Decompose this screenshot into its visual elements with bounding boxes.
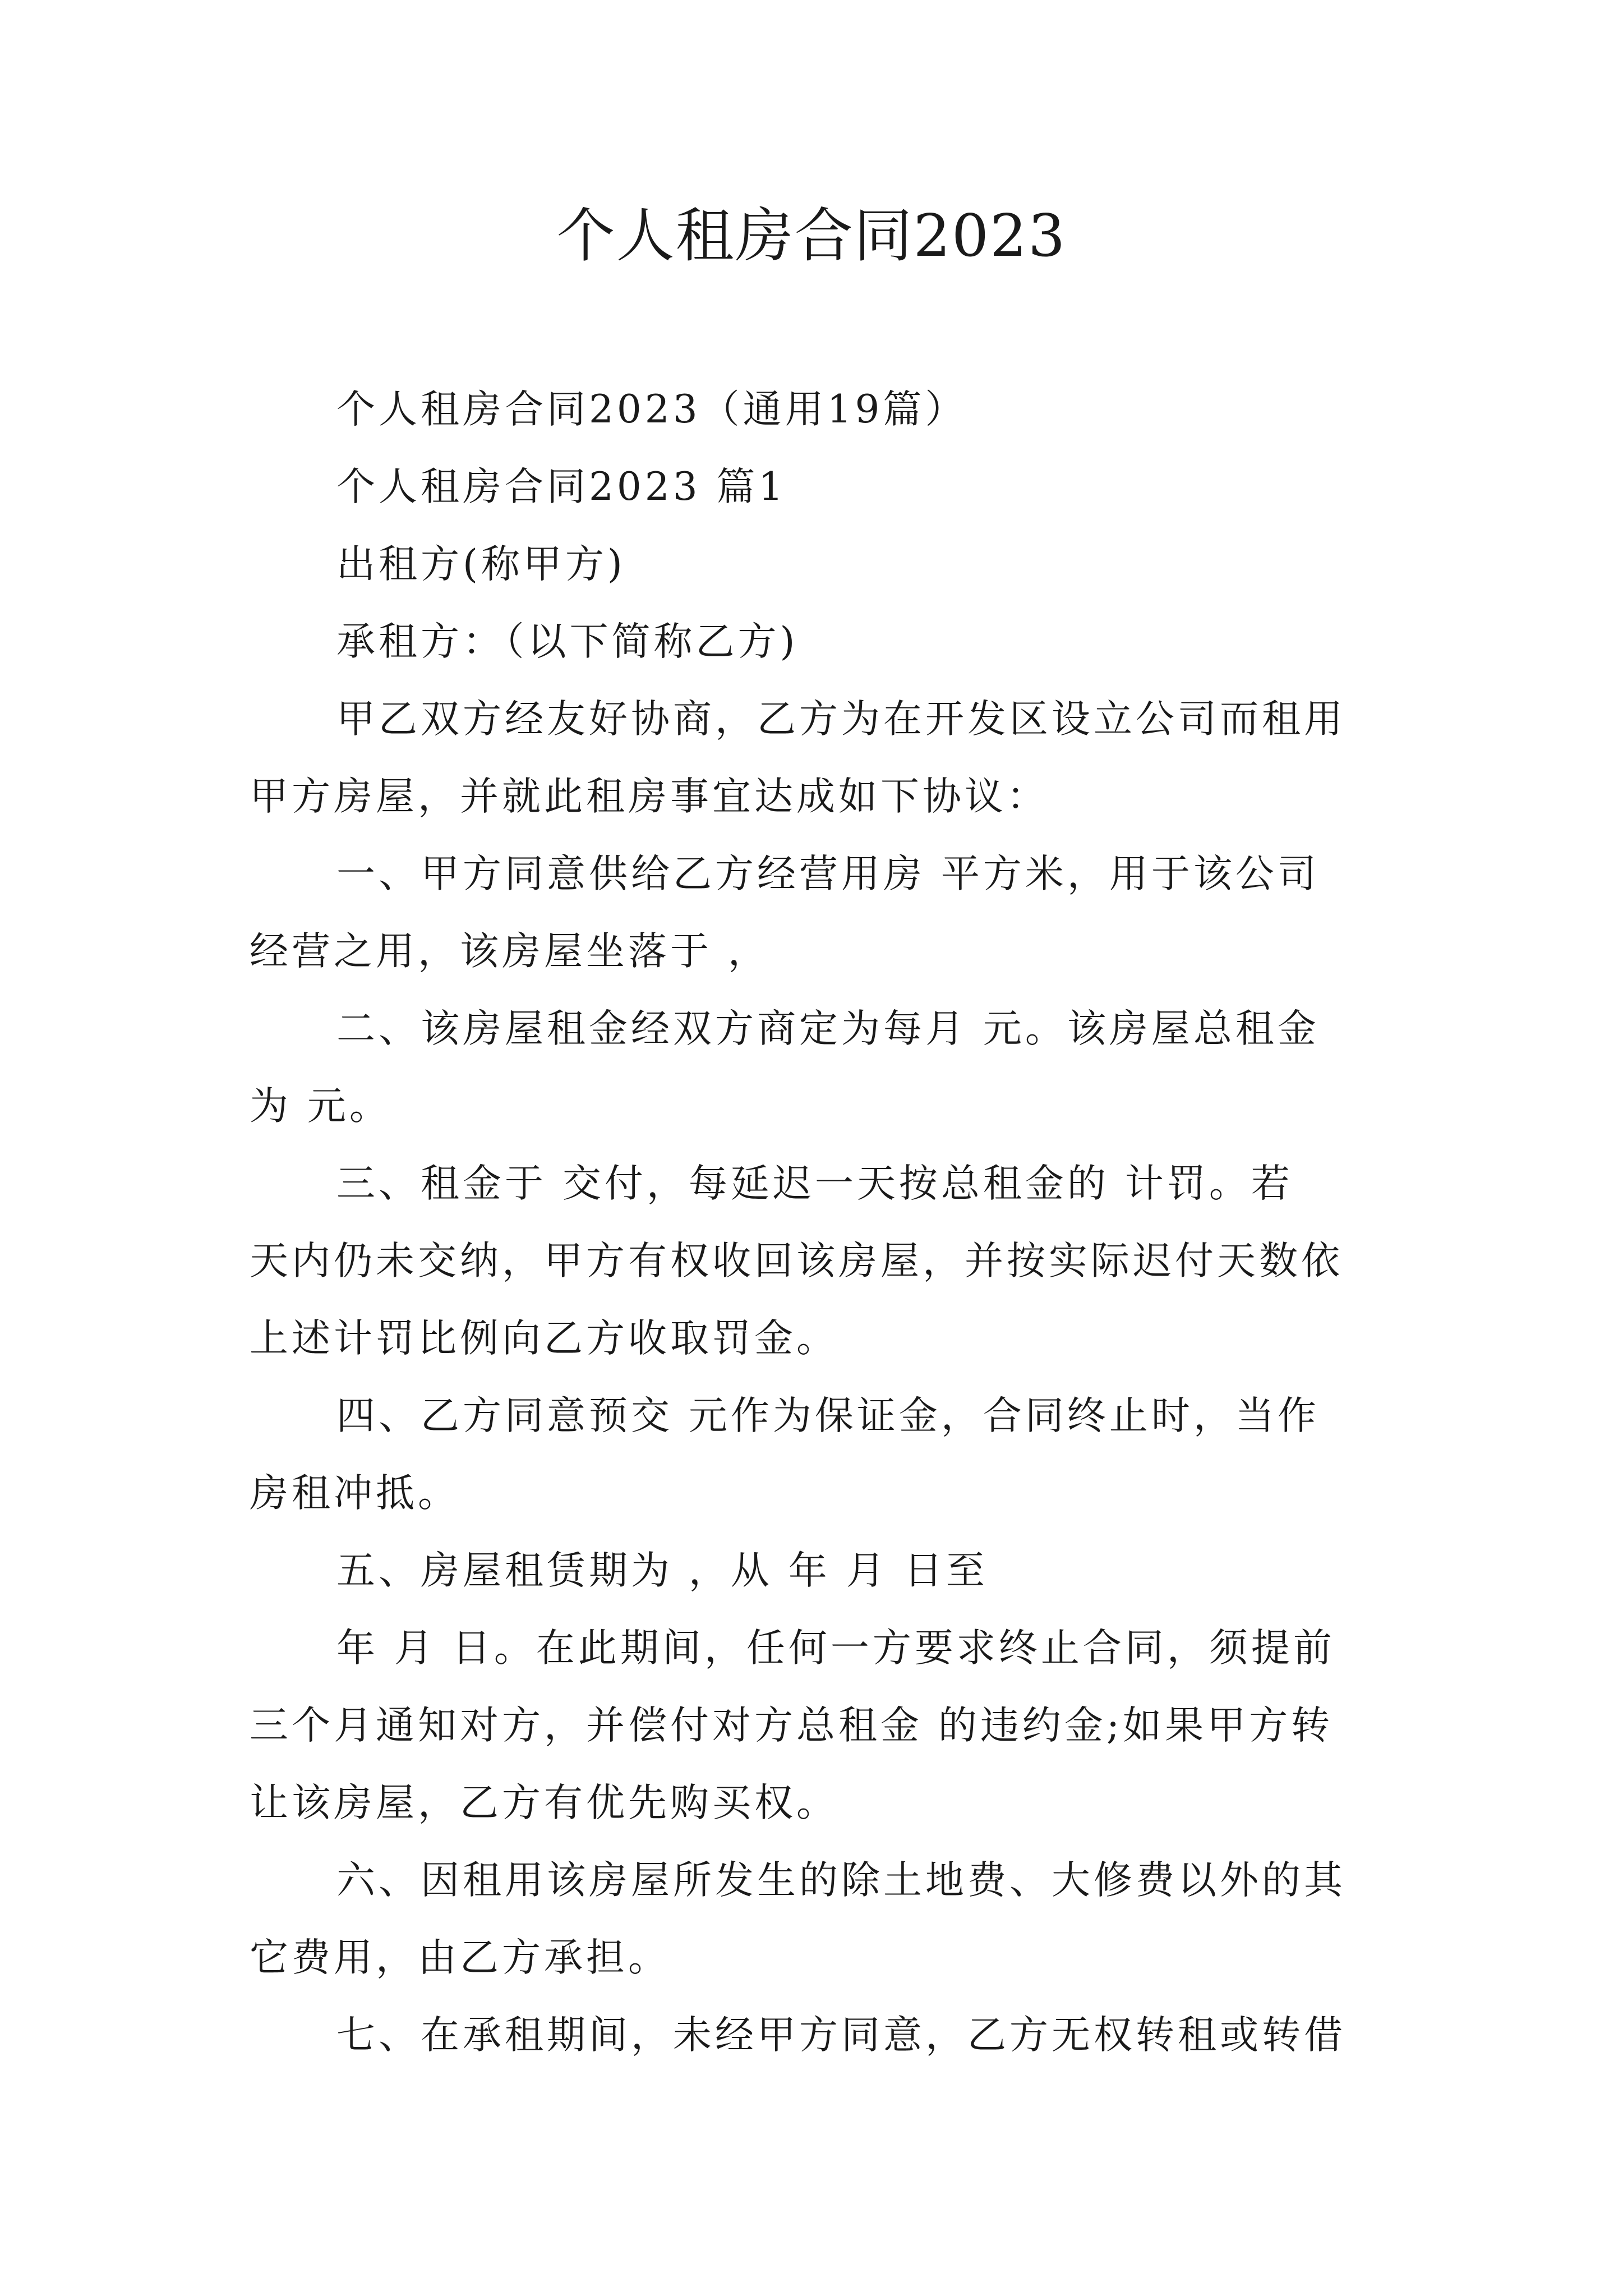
doc-line: 为 元。 (250, 1084, 391, 1129)
doc-line: 让该房屋，乙方有优先购买权。 (250, 1780, 838, 1825)
doc-line: 个人租房合同2023（通用19篇） (336, 387, 967, 432)
doc-line: 三、租金于 交付，每延迟一天按总租金的 计罚。若 (336, 1161, 1293, 1206)
doc-line: 甲方房屋，并就此租房事宜达成如下协议： (250, 774, 1049, 819)
doc-line: 出租方(称甲方) (336, 542, 626, 587)
doc-line: 上述计罚比例向乙方收取罚金。 (250, 1316, 838, 1361)
doc-line: 六、因租用该房屋所发生的除土地费、大修费以外的其 (336, 1858, 1346, 1903)
doc-line: 三个月通知对方，并偿付对方总租金 的违约金;如果甲方转 (250, 1703, 1334, 1748)
doc-line: 个人租房合同2023 篇1 (336, 464, 787, 509)
document-title: 个人租房合同2023 (556, 201, 1067, 270)
doc-line: 房租冲抵。 (250, 1471, 460, 1516)
doc-line: 承租方：（以下简称乙方) (336, 619, 799, 664)
doc-line: 年 月 日。在此期间，任何一方要求终止合同，须提前 (336, 1626, 1335, 1671)
doc-line: 一、甲方同意供给乙方经营用房 平方米，用于该公司 (336, 852, 1320, 896)
doc-line: 五、房屋租赁期为 ，从 年 月 日至 (336, 1548, 988, 1593)
doc-line: 四、乙方同意预交 元作为保证金，合同终止时，当作 (336, 1393, 1320, 1438)
doc-line: 它费用，由乙方承担。 (250, 1935, 670, 1980)
doc-line: 天内仍未交纳，甲方有权收回该房屋，并按实际迟付天数依 (250, 1239, 1343, 1283)
doc-line: 七、在承租期间，未经甲方同意，乙方无权转租或转借 (336, 2013, 1346, 2058)
doc-line: 甲乙双方经友好协商，乙方为在开发区设立公司而租用 (336, 697, 1346, 742)
doc-line: 二、该房屋租金经双方商定为每月 元。该房屋总租金 (336, 1006, 1320, 1051)
doc-line: 经营之用，该房屋坐落于 ， (250, 929, 770, 974)
